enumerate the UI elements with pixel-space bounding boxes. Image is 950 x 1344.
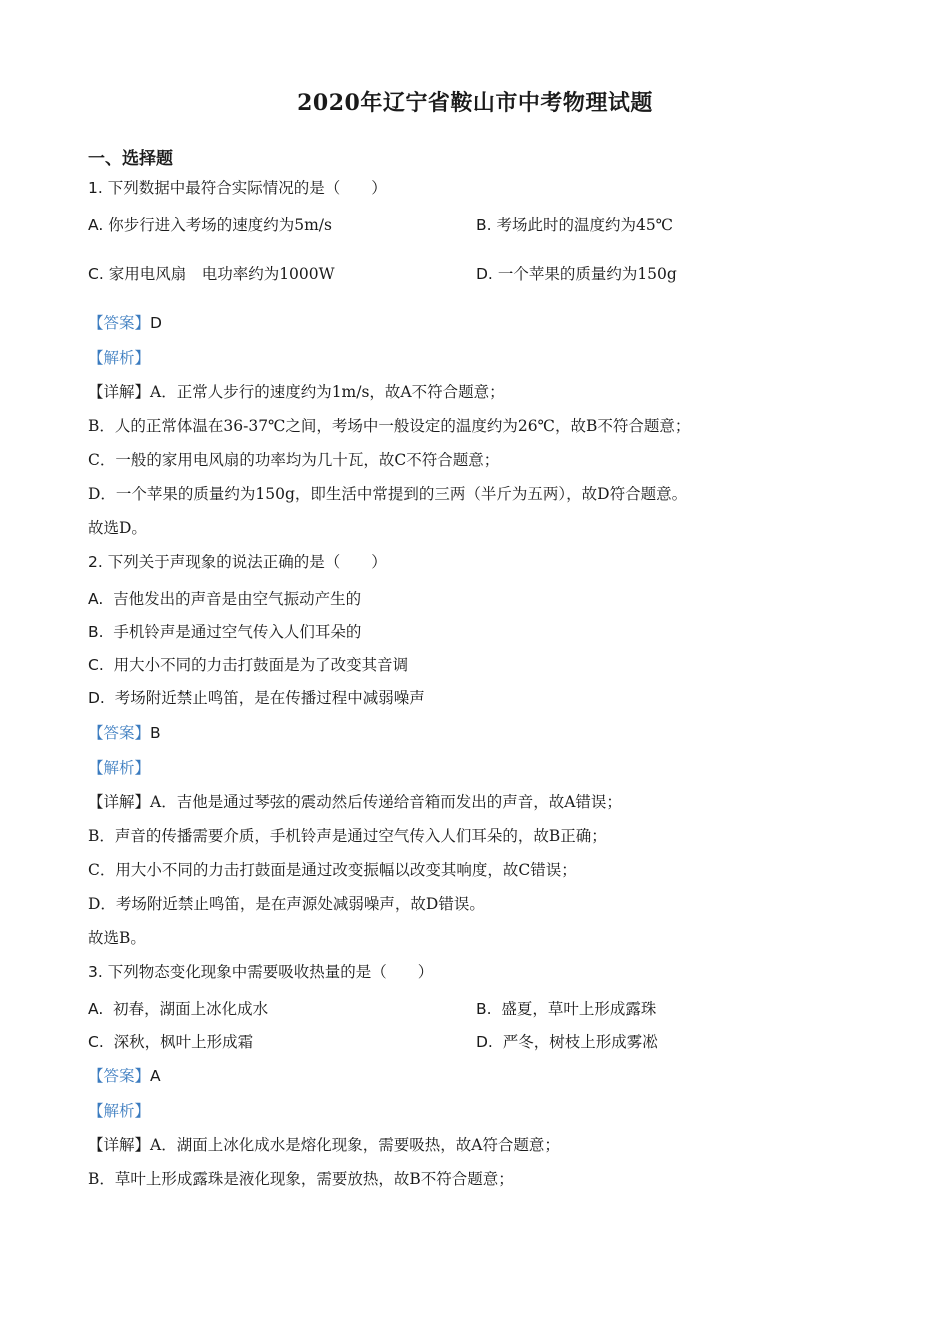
q1-option-b bbox=[476, 215, 673, 235]
option-label: A. bbox=[88, 590, 104, 608]
q3-analysis-tag bbox=[88, 1101, 150, 1121]
answer-tag: 【答案】 bbox=[88, 314, 151, 332]
q1-detail-line: C．一般的家用电风扇的功率均为几十瓦，故C不符合题意； bbox=[88, 451, 500, 469]
analysis-tag: 【解析】 bbox=[88, 1102, 151, 1120]
q3-option-c bbox=[88, 1032, 253, 1052]
option-text: 盛夏，草叶上形成露珠 bbox=[501, 1000, 657, 1018]
q2-detail-line: C．用大小不同的力击打鼓面是通过改变振幅以改变其响度，故C错误； bbox=[88, 861, 577, 879]
q1-answer bbox=[88, 313, 162, 333]
q2-option-a bbox=[88, 589, 361, 609]
answer-value: A bbox=[150, 1067, 161, 1085]
q1-option-c bbox=[88, 264, 335, 284]
analysis-tag: 【解析】 bbox=[88, 759, 151, 777]
question-1-stem bbox=[88, 178, 387, 198]
question-3-stem bbox=[88, 962, 433, 982]
question-number: 2. bbox=[88, 553, 103, 571]
q2-option-b bbox=[88, 622, 361, 642]
option-text: 初春，湖面上冰化成水 bbox=[113, 1000, 269, 1018]
answer-tag: 【答案】 bbox=[88, 1067, 151, 1085]
q2-answer bbox=[88, 723, 161, 743]
option-label: D. bbox=[476, 265, 493, 283]
q3-answer bbox=[88, 1066, 161, 1086]
q2-option-d bbox=[88, 688, 425, 708]
answer-tag: 【答案】 bbox=[88, 724, 151, 742]
analysis-tag: 【解析】 bbox=[88, 349, 151, 367]
question-text: 下列关于声现象的说法正确的是（ ） bbox=[107, 553, 387, 571]
option-label: A. bbox=[88, 1000, 104, 1018]
option-text: 手机铃声是通过空气传入人们耳朵的 bbox=[113, 623, 362, 641]
option-text: 家用电风扇 电功率约为1000W bbox=[108, 265, 335, 283]
q3-option-b bbox=[476, 999, 656, 1019]
page-title: 2020年辽宁省鞍山市中考物理试题 bbox=[297, 90, 653, 116]
q2-analysis-tag bbox=[88, 758, 150, 778]
option-label: C. bbox=[88, 265, 104, 283]
question-number: 3. bbox=[88, 963, 103, 981]
option-text: 用大小不同的力击打鼓面是为了改变其音调 bbox=[113, 656, 409, 674]
q2-detail-line: 【详解】A．吉他是通过琴弦的震动然后传递给音箱而发出的声音，故A错误； bbox=[88, 793, 622, 811]
q1-detail-line: B．人的正常体温在36-37℃之间，考场中一般设定的温度约为26℃，故B不符合题意； bbox=[88, 417, 691, 435]
q1-conclusion: 故选D。 bbox=[88, 519, 147, 537]
option-label: B. bbox=[476, 216, 492, 234]
q1-detail-line: D．一个苹果的质量约为150g，即生活中常提到的三两（半斤为五两），故D符合题意。 bbox=[88, 485, 688, 503]
q3-option-a bbox=[88, 999, 268, 1019]
q3-option-d bbox=[476, 1032, 658, 1052]
q1-analysis-tag bbox=[88, 348, 150, 368]
answer-value: B bbox=[150, 724, 161, 742]
question-text: 下列物态变化现象中需要吸收热量的是（ ） bbox=[107, 963, 434, 981]
section-title: 一、选择题 bbox=[88, 149, 173, 169]
option-label: B. bbox=[476, 1000, 492, 1018]
q1-option-a bbox=[88, 215, 332, 235]
option-text: 考场附近禁止鸣笛，是在传播过程中减弱噪声 bbox=[114, 689, 425, 707]
answer-value: D bbox=[150, 314, 162, 332]
option-label: C. bbox=[88, 656, 104, 674]
option-text: 深秋，枫叶上形成霜 bbox=[113, 1033, 254, 1051]
option-text: 严冬，树枝上形成雾凇 bbox=[502, 1033, 658, 1051]
option-label: A. bbox=[88, 216, 104, 234]
option-label: C. bbox=[88, 1033, 104, 1051]
option-label: D. bbox=[88, 689, 105, 707]
q2-option-c bbox=[88, 655, 408, 675]
q3-detail-line: 【详解】A．湖面上冰化成水是熔化现象，需要吸热，故A符合题意； bbox=[88, 1136, 560, 1154]
option-text: 一个苹果的质量约为150g bbox=[497, 265, 677, 283]
q2-detail-line: D．考场附近禁止鸣笛，是在声源处减弱噪声，故D错误。 bbox=[88, 895, 485, 913]
option-text: 考场此时的温度约为45℃ bbox=[496, 216, 674, 234]
option-label: B. bbox=[88, 623, 104, 641]
q2-detail-line: B．声音的传播需要介质，手机铃声是通过空气传入人们耳朵的，故B正确； bbox=[88, 827, 607, 845]
q2-conclusion: 故选B。 bbox=[88, 929, 146, 947]
question-2-stem bbox=[88, 552, 387, 572]
q1-option-d bbox=[476, 264, 677, 284]
option-text: 吉他发出的声音是由空气振动产生的 bbox=[113, 590, 362, 608]
question-text: 下列数据中最符合实际情况的是（ ） bbox=[107, 179, 387, 197]
option-text: 你步行进入考场的速度约为5m/s bbox=[108, 216, 332, 234]
option-label: D. bbox=[476, 1033, 493, 1051]
question-number: 1. bbox=[88, 179, 103, 197]
q3-detail-line: B．草叶上形成露珠是液化现象，需要放热，故B不符合题意； bbox=[88, 1170, 514, 1188]
q1-detail-line: 【详解】A．正常人步行的速度约为1m/s，故A不符合题意； bbox=[88, 383, 505, 401]
